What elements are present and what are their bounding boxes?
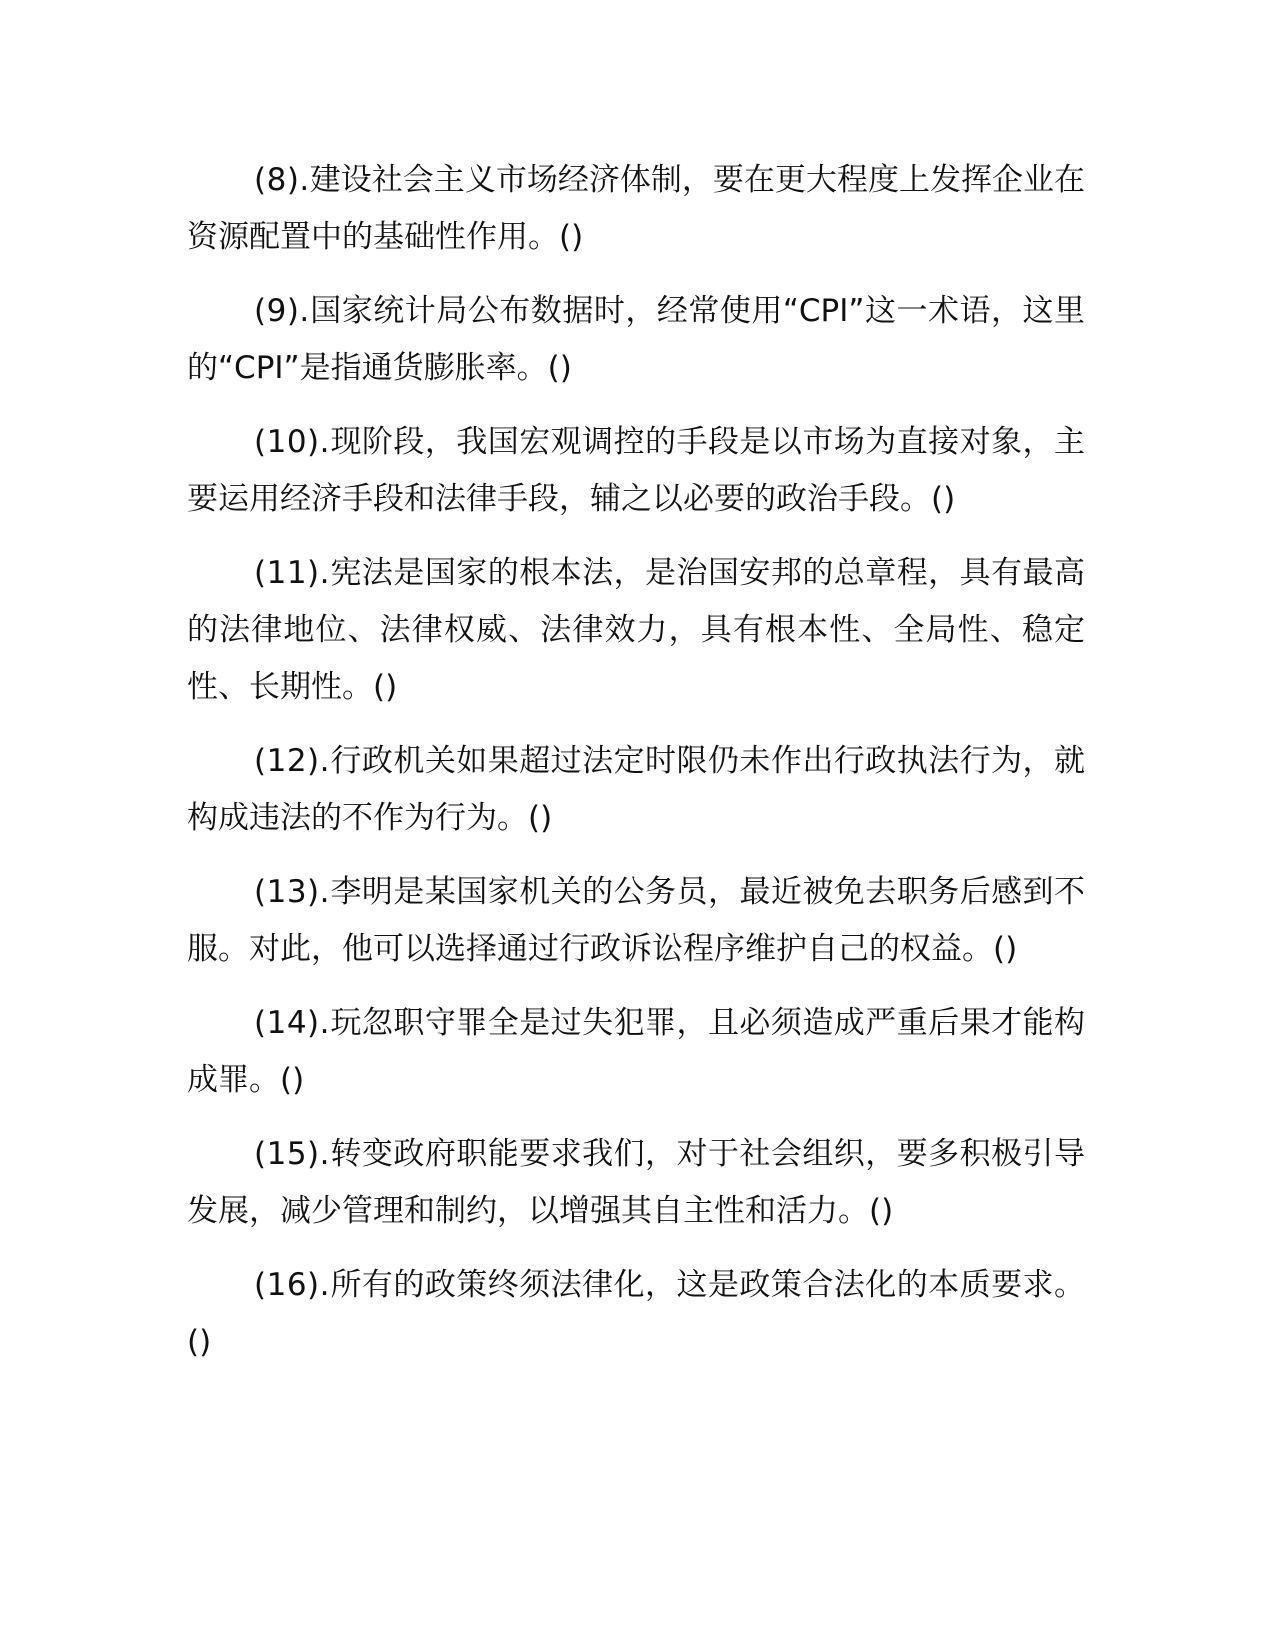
- question-9: [187, 283, 1085, 397]
- question-14: [187, 995, 1085, 1109]
- question-number: (14).: [254, 1005, 330, 1041]
- question-text: 转变政府职能要求我们，对于社会组织，要多积极引导发展，减少管理和制约，以增强其自主性和活力。(): [187, 1136, 1085, 1229]
- question-15: [187, 1126, 1085, 1240]
- question-11: [187, 545, 1085, 716]
- question-text: 所有的政策终须法律化，这是政策合法化的本质要求。(): [187, 1267, 1085, 1360]
- question-text: 行政机关如果超过法定时限仍未作出行政执法行为，就构成违法的不作为行为。(): [187, 743, 1085, 836]
- question-16: [187, 1257, 1085, 1371]
- question-13: [187, 864, 1085, 978]
- question-text: 玩忽职守罪全是过失犯罪，且必须造成严重后果才能构成罪。(): [187, 1005, 1085, 1098]
- question-number: (10).: [254, 424, 330, 460]
- question-text: 建设社会主义市场经济体制，要在更大程度上发挥企业在资源配置中的基础性作用。(): [187, 162, 1085, 255]
- question-number: (11).: [254, 555, 330, 591]
- question-8: [187, 152, 1085, 266]
- question-number: (15).: [254, 1136, 330, 1172]
- question-text: 李明是某国家机关的公务员，最近被免去职务后感到不服。对此，他可以选择通过行政诉讼程序维护自己的权益。(): [187, 874, 1085, 967]
- question-number: (13).: [254, 874, 330, 910]
- question-text: 现阶段，我国宏观调控的手段是以市场为直接对象，主要运用经济手段和法律手段，辅之以必要的政治手段。(): [187, 424, 1085, 517]
- question-list: [187, 152, 1085, 1388]
- question-text: 国家统计局公布数据时，经常使用“CPI”这一术语，这里的“CPI”是指通货膨胀率。(): [187, 293, 1085, 386]
- question-12: [187, 733, 1085, 847]
- question-number: (16).: [254, 1267, 330, 1303]
- question-number: (12).: [254, 743, 330, 779]
- question-number: (8).: [254, 162, 310, 198]
- question-10: [187, 414, 1085, 528]
- question-number: (9).: [254, 293, 310, 329]
- question-text: 宪法是国家的根本法，是治国安邦的总章程，具有最高的法律地位、法律权威、法律效力，具有根本性、全局性、稳定性、长期性。(): [187, 555, 1085, 705]
